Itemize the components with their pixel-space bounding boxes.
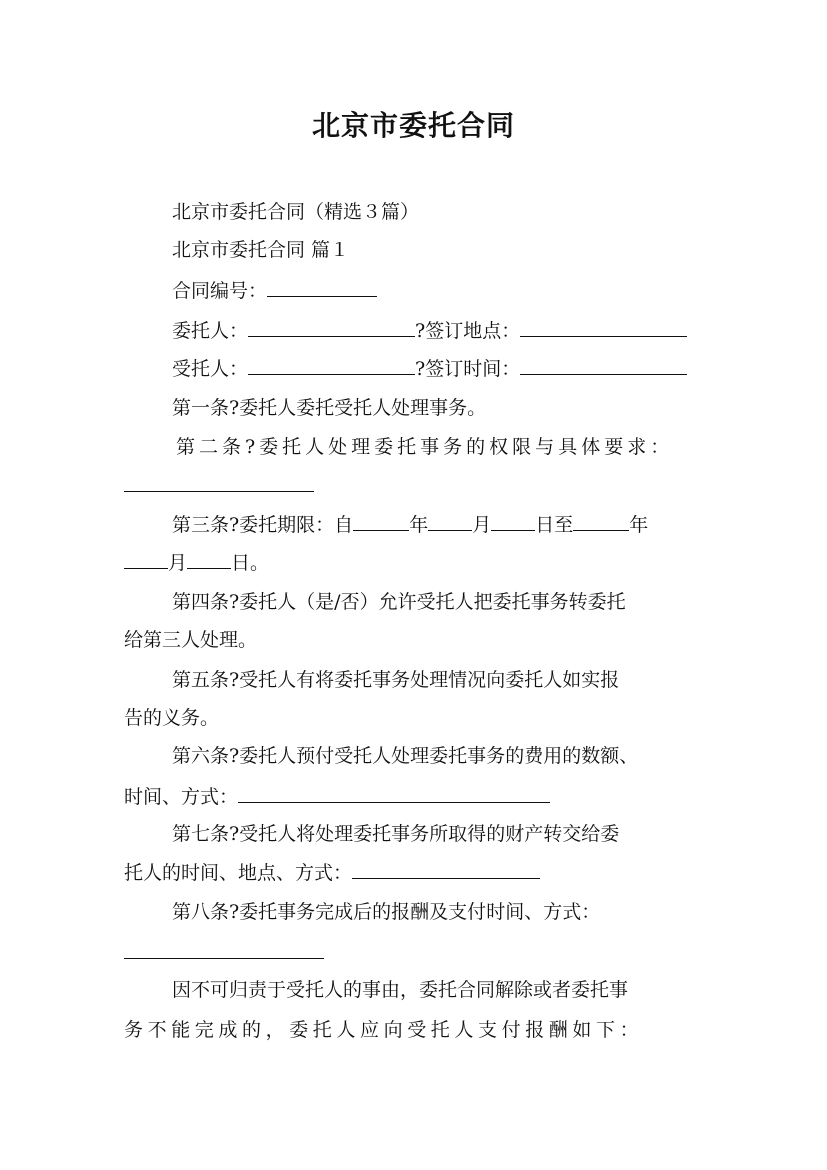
article-4-line-1: 第四条?委托人（是/否）允许受托人把委托事务转委托 (172, 591, 626, 613)
article-1: 第一条?委托人委托受托人处理事务。 (172, 397, 487, 419)
article-7-blank (352, 860, 540, 879)
remuneration-line-1: 因不可归责于受托人的事由，委托合同解除或者委托事 (172, 979, 629, 1001)
contract-number-row (172, 278, 772, 303)
sign-place-label: ?签订地点： (415, 320, 521, 342)
article-2: 第二条?委托人处理委托事务的权限与具体要求： (176, 436, 674, 458)
article-6-blank (238, 784, 550, 803)
doc-section-heading: 北京市委托合同 篇１ (172, 239, 350, 261)
principal-label: 委托人： (172, 320, 249, 342)
agent-label: 受托人： (172, 358, 249, 380)
article-3-text-a: 第三条?委托期限：自 (172, 514, 354, 536)
article-7-text: 托人的时间、地点、方式： (124, 862, 353, 884)
end-year-blank (573, 512, 629, 531)
agent-row (172, 356, 772, 381)
principal-blank (248, 318, 415, 337)
article-7-line-2 (124, 860, 724, 885)
article-8: 第八条?委托事务完成后的报酬及支付时间、方式： (172, 901, 601, 923)
principal-row (172, 318, 772, 343)
sign-time-label: ?签订时间： (415, 358, 521, 380)
sign-place-blank (520, 318, 687, 337)
article-3-line-2 (124, 550, 724, 575)
end-month-blank (124, 550, 168, 569)
article-3-text-c: 月 (472, 514, 492, 536)
start-month-blank (428, 512, 472, 531)
end-day-blank (187, 550, 231, 569)
article-3-text-b: 年 (409, 514, 429, 536)
article-4-line-2: 给第三人处理。 (124, 629, 258, 651)
article-2-blank (124, 491, 314, 492)
remuneration-line-2: 务不能完成的，委托人应向受托人支付报酬如下： (124, 1019, 644, 1041)
doc-subtitle: 北京市委托合同（精选３篇） (172, 201, 420, 223)
sign-time-blank (520, 356, 687, 375)
start-day-blank (491, 512, 535, 531)
article-5-line-2: 告的义务。 (124, 707, 220, 729)
article-3-text-e: 年 (629, 514, 649, 536)
article-7-line-1: 第七条?受托人将处理委托事务所取得的财产转交给委 (172, 823, 620, 845)
contract-number-blank (267, 278, 377, 297)
article-3-line-1 (172, 512, 772, 537)
article-5-line-1: 第五条?受托人有将委托事务处理情况向委托人如实报 (172, 669, 620, 691)
start-year-blank (353, 512, 409, 531)
contract-number-label: 合同编号： (172, 280, 268, 302)
agent-blank (248, 356, 415, 375)
article-3-text-f: 月 (168, 552, 188, 574)
article-6-text: 时间、方式： (124, 786, 239, 808)
article-8-blank (124, 958, 324, 959)
article-6-line-2 (124, 784, 724, 809)
article-6-line-1: 第六条?委托人预付受托人处理委托事务的费用的数额、 (172, 745, 639, 767)
article-3-text-g: 日。 (231, 552, 270, 574)
page-title: 北京市委托合同 (311, 109, 515, 142)
article-3-text-d: 日至 (535, 514, 574, 536)
